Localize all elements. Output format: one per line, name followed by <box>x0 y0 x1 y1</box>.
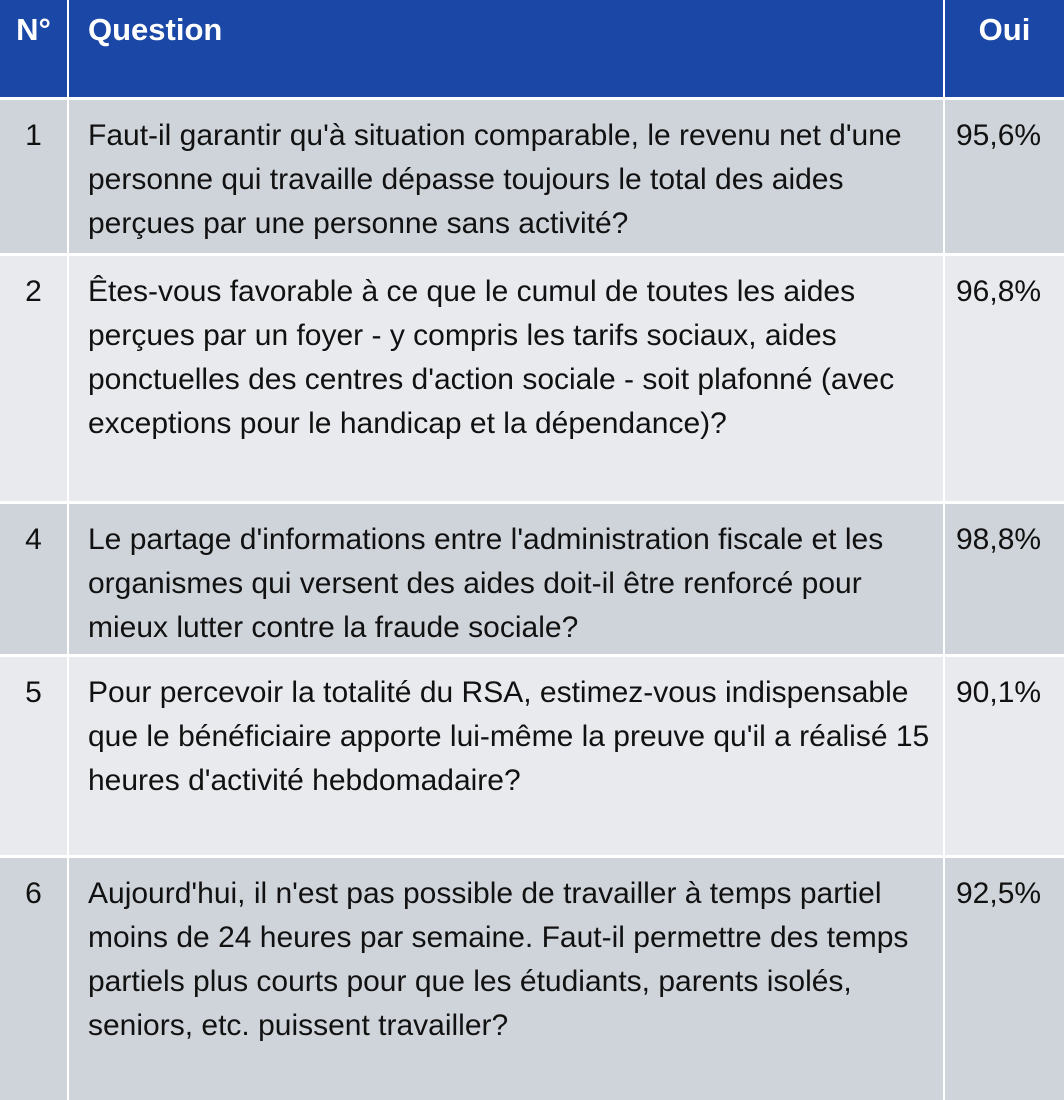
table-row <box>0 256 1064 501</box>
header-number: N° <box>0 0 67 97</box>
row-oui-percent: 90,1% <box>945 657 1064 855</box>
row-oui-percent: 98,8% <box>945 504 1064 654</box>
row-question: Faut-il garantir qu'à situation comparable, le revenu net d'une personne qui travaille dépasse toujours le total des aides perçues par une personne sans activité? <box>69 100 943 253</box>
table-row <box>0 504 1064 654</box>
table-row <box>0 657 1064 855</box>
table-row <box>0 858 1064 1100</box>
row-number: 4 <box>0 504 67 654</box>
row-oui-percent: 95,6% <box>945 100 1064 253</box>
row-oui-percent: 92,5% <box>945 858 1064 1100</box>
header-oui: Oui <box>945 0 1064 97</box>
row-number: 1 <box>0 100 67 253</box>
row-number: 2 <box>0 256 67 501</box>
table-row <box>0 100 1064 253</box>
row-question: Pour percevoir la totalité du RSA, estimez-vous indispensable que le bénéficiaire apporte lui-même la preuve qu'il a réalisé 15 heures d'activité hebdomadaire? <box>69 657 943 855</box>
row-number: 5 <box>0 657 67 855</box>
row-question: Aujourd'hui, il n'est pas possible de travailler à temps partiel moins de 24 heures par semaine. Faut-il permettre des temps partiels plus courts pour que les étudiants, parents isolés, seniors, etc. puissent travailler? <box>69 858 943 1100</box>
row-question: Êtes-vous favorable à ce que le cumul de toutes les aides perçues par un foyer - y compris les tarifs sociaux, aides ponctuelles des centres d'action sociale - soit plafonné (avec exceptions pour le handicap et la dépendance)? <box>69 256 943 501</box>
row-number: 6 <box>0 858 67 1100</box>
row-question: Le partage d'informations entre l'administration fiscale et les organismes qui versent des aides doit-il être renforcé pour mieux lutter contre la fraude sociale? <box>69 504 943 654</box>
table-header-row <box>0 0 1064 97</box>
row-oui-percent: 96,8% <box>945 256 1064 501</box>
header-question: Question <box>69 0 943 97</box>
